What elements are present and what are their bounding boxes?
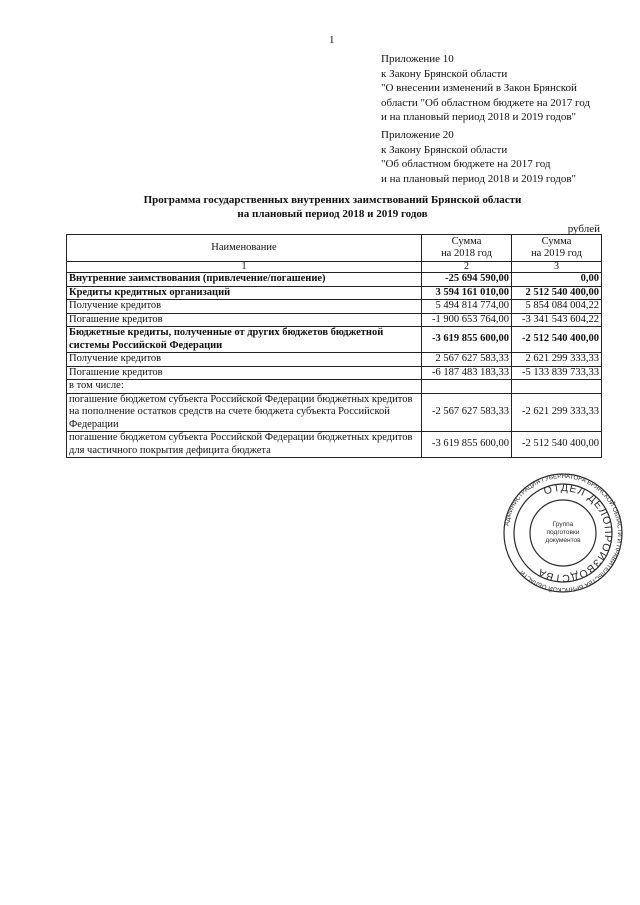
unit-label: рублей (567, 223, 600, 235)
title-line: Программа государственных внутренних заимствований Брянской области (143, 194, 522, 206)
row-value-2018 (422, 380, 512, 394)
stamp-center-text (545, 521, 581, 544)
table-row (67, 380, 602, 394)
appendix-20-line: "Об областном бюджете на 2017 год (381, 158, 551, 170)
row-value-2019: -3 341 543 604,22 (512, 313, 602, 327)
row-name: погашение бюджетом субъекта Российской Федерации бюджетных кредитов для частичного покрытия дефицита бюджета (67, 432, 422, 458)
title-line: на плановый период 2018 и 2019 годов (237, 208, 428, 220)
stamp-center-line: документов (545, 537, 581, 544)
row-value-2019 (512, 380, 602, 394)
header-name: Наименование (67, 235, 422, 262)
row-value-2019: 5 854 084 004,22 (512, 300, 602, 314)
row-value-2018: -25 694 590,00 (422, 273, 512, 287)
document-title (66, 193, 599, 221)
column-index-row (67, 262, 602, 273)
appendix-10-block (381, 52, 590, 125)
column-index: 1 (67, 262, 422, 273)
row-value-2018: 2 567 627 583,33 (422, 353, 512, 367)
appendix-10-line: Приложение 10 (381, 53, 454, 65)
row-value-2018: -1 900 653 764,00 (422, 313, 512, 327)
row-name: в том числе: (67, 380, 422, 394)
table-row (67, 273, 602, 287)
table-row (67, 366, 602, 380)
appendix-10-line: области "Об областном бюджете на 2017 год (381, 96, 590, 109)
row-value-2019: -2 512 540 400,00 (512, 432, 602, 458)
row-name: Кредиты кредитных организаций (67, 286, 422, 300)
row-value-2018: -2 567 627 583,33 (422, 393, 512, 432)
row-value-2018: -6 187 483 183,33 (422, 366, 512, 380)
row-value-2018: -3 619 855 600,00 (422, 327, 512, 353)
table-row (67, 353, 602, 367)
header-2019: Сумма на 2019 год (512, 235, 602, 262)
borrowing-table (66, 234, 602, 458)
row-value-2019: -5 133 839 733,33 (512, 366, 602, 380)
row-name: Получение кредитов (67, 353, 422, 367)
appendix-20-line: Приложение 20 (381, 129, 454, 141)
row-value-2019: 2 621 299 333,33 (512, 353, 602, 367)
row-name: Получение кредитов (67, 300, 422, 314)
appendix-20-line: к Закону Брянской области (381, 143, 508, 156)
stamp-center-line: Группа (552, 521, 574, 528)
row-value-2019: 2 512 540 400,00 (512, 286, 602, 300)
appendix-10-line: "О внесении изменений в Закон Брянской (381, 82, 577, 94)
column-index: 3 (512, 262, 602, 273)
department-stamp (503, 473, 623, 593)
page-number: 1 (329, 34, 335, 46)
row-name: Бюджетные кредиты, полученные от других бюджетов бюджетной системы Российской Федерации (67, 327, 422, 353)
row-name: Погашение кредитов (67, 366, 422, 380)
stamp-outer-text: АДМИНИСТРАЦИЯ ГУБЕРНАТОРА БРЯНСКОЙ ОБЛАСТИ И ПРАВИТЕЛЬСТВА БРЯНСКОЙ ОБЛАСТИ (503, 473, 623, 593)
table-row (67, 432, 602, 458)
table-header-row (67, 235, 602, 262)
row-value-2019: 0,00 (512, 273, 602, 287)
stamp-center-line: подготовки (546, 529, 580, 536)
row-value-2018: 3 594 161 010,00 (422, 286, 512, 300)
header-2018: Сумма на 2018 год (422, 235, 512, 262)
table-row (67, 393, 602, 432)
row-value-2018: -3 619 855 600,00 (422, 432, 512, 458)
row-value-2019: -2 621 299 333,33 (512, 393, 602, 432)
table-row (67, 300, 602, 314)
row-name: Погашение кредитов (67, 313, 422, 327)
appendix-20-line: и на плановый период 2018 и 2019 годов" (381, 172, 577, 185)
column-index: 2 (422, 262, 512, 273)
row-value-2019: -2 512 540 400,00 (512, 327, 602, 353)
table-row (67, 327, 602, 353)
appendix-20-block (381, 128, 576, 186)
table-row (67, 313, 602, 327)
table-row (67, 286, 602, 300)
row-name: погашение бюджетом субъекта Российской Федерации бюджетных кредитов на пополнение остатков средств на счете бюджета субъекта Российской Федерации (67, 393, 422, 432)
stamp-ring-text: ОТДЕЛ ДЕЛОПРОИЗВОДСТВА (535, 481, 615, 585)
row-value-2018: 5 494 814 774,00 (422, 300, 512, 314)
appendix-10-line: к Закону Брянской области (381, 67, 508, 80)
row-name: Внутренние заимствования (привлечение/погашение) (67, 273, 422, 287)
appendix-10-line: и на плановый период 2018 и 2019 годов" (381, 111, 577, 123)
